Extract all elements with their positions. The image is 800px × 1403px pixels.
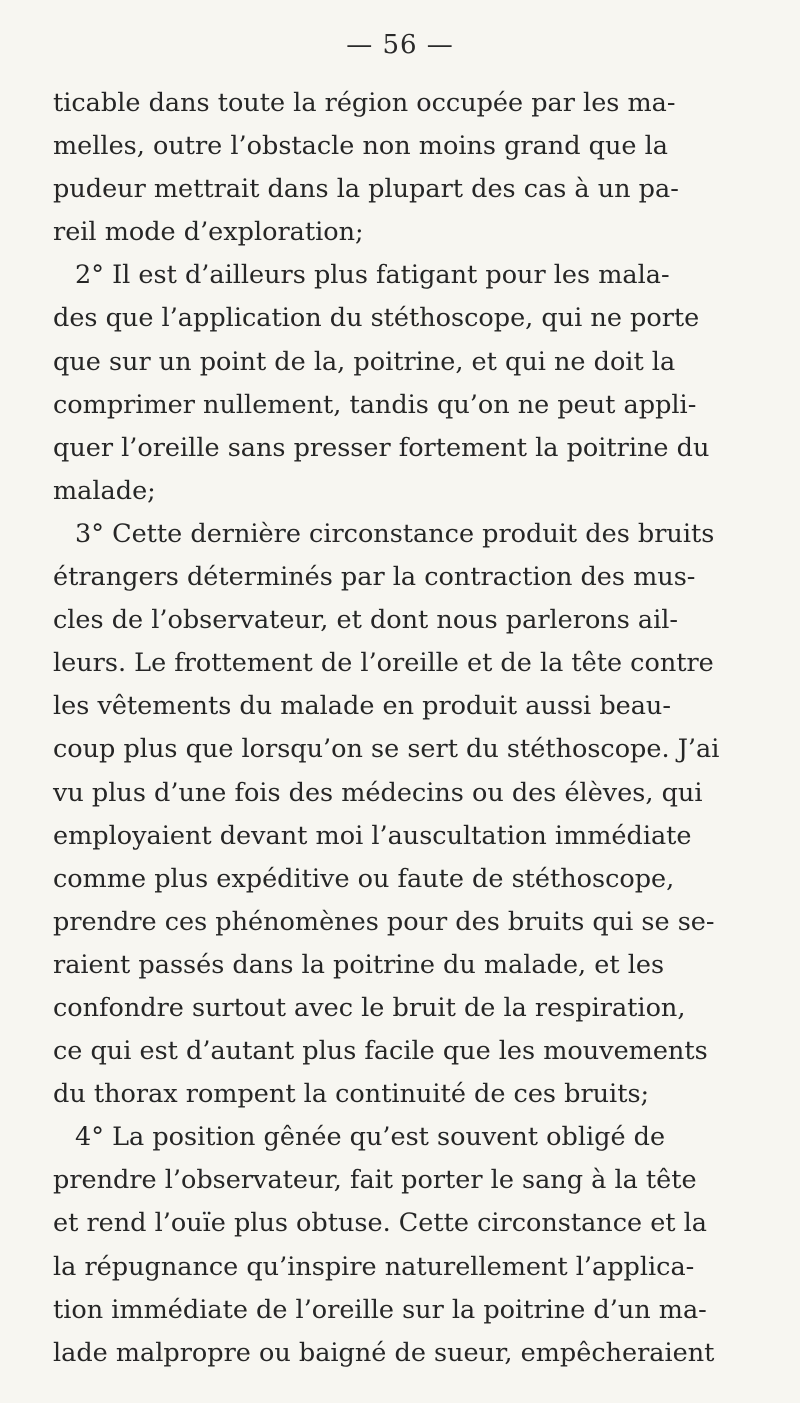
text-line: confondre surtout avec le bruit de la respiration, <box>53 992 686 1023</box>
text-line: et rend l’ouïe plus obtuse. Cette circonstance et la <box>53 1208 708 1239</box>
text-line: tion immédiate de l’oreille sur la poitrine d’un ma- <box>53 1294 707 1325</box>
text-line: cles de l’observateur, et dont nous parlerons ail- <box>53 605 679 636</box>
text-line: 2° Il est d’ailleurs plus fatigant pour les mala- <box>75 260 670 291</box>
page-number: — 56 — <box>346 30 454 60</box>
text-line: reil mode d’exploration; <box>53 217 364 248</box>
text-line: melles, outre l’obstacle non moins grand que la <box>53 131 668 162</box>
text-line: les vêtements du malade en produit aussi beau- <box>53 691 671 722</box>
text-line: quer l’oreille sans presser fortement la poitrine du <box>53 432 710 463</box>
text-line: employaient devant moi l’auscultation immédiate <box>53 820 692 851</box>
text-line: des que l’application du stéthoscope, qui ne porte <box>53 303 700 334</box>
text-line: comprimer nullement, tandis qu’on ne peut appli- <box>53 389 697 420</box>
text-line: prendre l’observateur, fait porter le sang à la tête <box>53 1165 697 1196</box>
body-text <box>53 82 793 1375</box>
text-line: coup plus que lorsqu’on se sert du stéthoscope. J’ai <box>53 734 720 765</box>
text-line: la répugnance qu’inspire naturellement l’applica- <box>53 1251 695 1282</box>
text-line: malade; <box>53 475 156 506</box>
text-line: raient passés dans la poitrine du malade, et les <box>53 949 665 980</box>
text-line: étrangers déterminés par la contraction des mus- <box>53 562 696 593</box>
text-line: lade malpropre ou baigné de sueur, empêcheraient <box>53 1337 715 1368</box>
text-line: 4° La position gênée qu’est souvent obligé de <box>75 1122 666 1153</box>
text-line: vu plus d’une fois des médecins ou des élèves, qui <box>53 777 703 808</box>
text-line: leurs. Le frottement de l’oreille et de la tête contre <box>53 648 714 679</box>
text-line: du thorax rompent la continuité de ces bruits; <box>53 1079 650 1110</box>
text-line: ce qui est d’autant plus facile que les mouvements <box>53 1036 708 1067</box>
text-line: prendre ces phénomènes pour des bruits qui se se- <box>53 906 715 937</box>
text-line: que sur un point de la, poitrine, et qui ne doit la <box>53 346 676 377</box>
text-line: pudeur mettrait dans la plupart des cas à un pa- <box>53 174 679 205</box>
text-line: comme plus expéditive ou faute de stéthoscope, <box>53 863 675 894</box>
text-line: ticable dans toute la région occupée par les ma- <box>53 88 676 118</box>
text-line: 3° Cette dernière circonstance produit des bruits <box>75 518 715 549</box>
